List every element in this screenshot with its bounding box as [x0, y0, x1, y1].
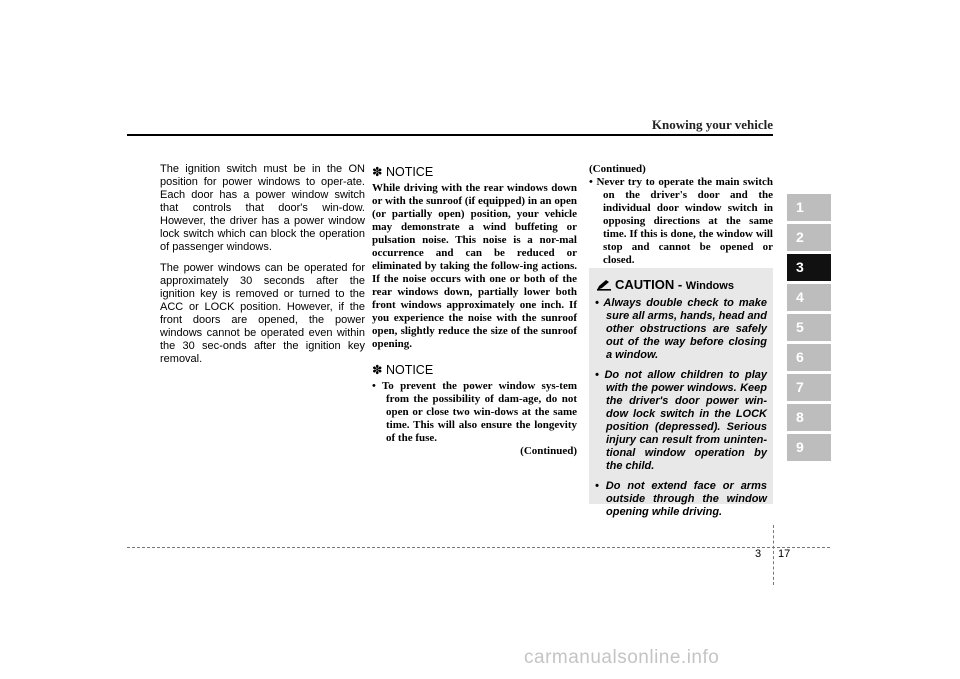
chapter-tab-1[interactable]: 1: [787, 194, 831, 221]
caution-title: [615, 277, 734, 292]
chapter-tab-2[interactable]: 2: [787, 224, 831, 251]
chapter-tab-5[interactable]: 5: [787, 314, 831, 341]
paragraph: The power windows can be operated for approximately 30 seconds after the ignition key is removed or turned to the ACC or LOCK position. However, if the front doors are opened, the power windows cannot be operated even within the 30 sec-onds after the ignition key removal.: [160, 262, 365, 365]
chapter-tab-3[interactable]: 3: [787, 254, 831, 281]
list-item: • Do not allow children to play with the power windows. Keep the driver's door power win-dow lock switch in the LOCK position (depressed). Serious injury can result from uninten-tional window operation by the child.: [595, 369, 767, 472]
column-1: [160, 163, 365, 374]
footer-page-number: 17: [778, 548, 791, 560]
chapter-tab-9[interactable]: 9: [787, 434, 831, 461]
caution-subtitle: Windows: [685, 280, 734, 292]
paragraph: The ignition switch must be in the ON position for power windows to oper-ate. Each door has a power window switch that controls that door's win-dow. However, the driver has a power window lock switch which can block the operation of passenger windows.: [160, 163, 365, 253]
pencil-icon: [596, 279, 612, 291]
continued-label: (Continued): [520, 445, 577, 457]
footer-chapter-number: 3: [755, 548, 762, 560]
caution-box: [589, 268, 773, 518]
chapter-tab-4[interactable]: 4: [787, 284, 831, 311]
chapter-tabs: [787, 194, 831, 464]
chapter-tab-8[interactable]: 8: [787, 404, 831, 431]
list-item: • Always double check to make sure all arms, hands, head and other obstructions are safely out of the way before closing a window.: [595, 297, 767, 361]
caution-title-text: CAUTION -: [615, 277, 686, 292]
list-item: • Never try to operate the main switch on the driver's door and the individual door window switch in opposing directions at the same time. If this is done, the window will stop and cannot be opened or closed.: [589, 176, 773, 266]
notice-list: [589, 176, 773, 267]
running-header: Knowing your vehicle: [651, 117, 773, 132]
continued-label: (Continued): [589, 163, 646, 175]
chapter-tab-7[interactable]: 7: [787, 374, 831, 401]
list-item: • Do not extend face or arms outside through the window opening while driving.: [595, 480, 767, 518]
notice-text: While driving with the rear windows down or with the sunroof (if equipped) in an open (or partially open) position, your vehicle may demonstrate a wind buffeting or pulsation noise. This noise is a nor-mal occurrence and can be reduced or eliminated by taking the follow-ing actions. If the noise occurs with one or both of the rear windows down, partially lower both front windows approximately one inch. If you experience the noise with the sunroof open, slightly reduce the size of the sunroof opening.: [372, 182, 577, 350]
caution-list: [595, 297, 767, 526]
notice-title: ✽ NOTICE: [372, 363, 434, 377]
chapter-tab-6[interactable]: 6: [787, 344, 831, 371]
column-2: [372, 163, 577, 458]
header-rule: [127, 134, 773, 136]
column-3: [589, 163, 773, 267]
footer-divider: [773, 525, 774, 585]
notice-list: [372, 380, 577, 445]
watermark: carmanualsonline.info: [524, 647, 720, 668]
footer-rule: [127, 547, 830, 548]
list-item: • To prevent the power window sys-tem from the possibility of dam-age, do not open or close two win-dows at the same time. This will also ensure the longevity of the fuse.: [372, 380, 577, 444]
notice-title: ✽ NOTICE: [372, 165, 434, 179]
